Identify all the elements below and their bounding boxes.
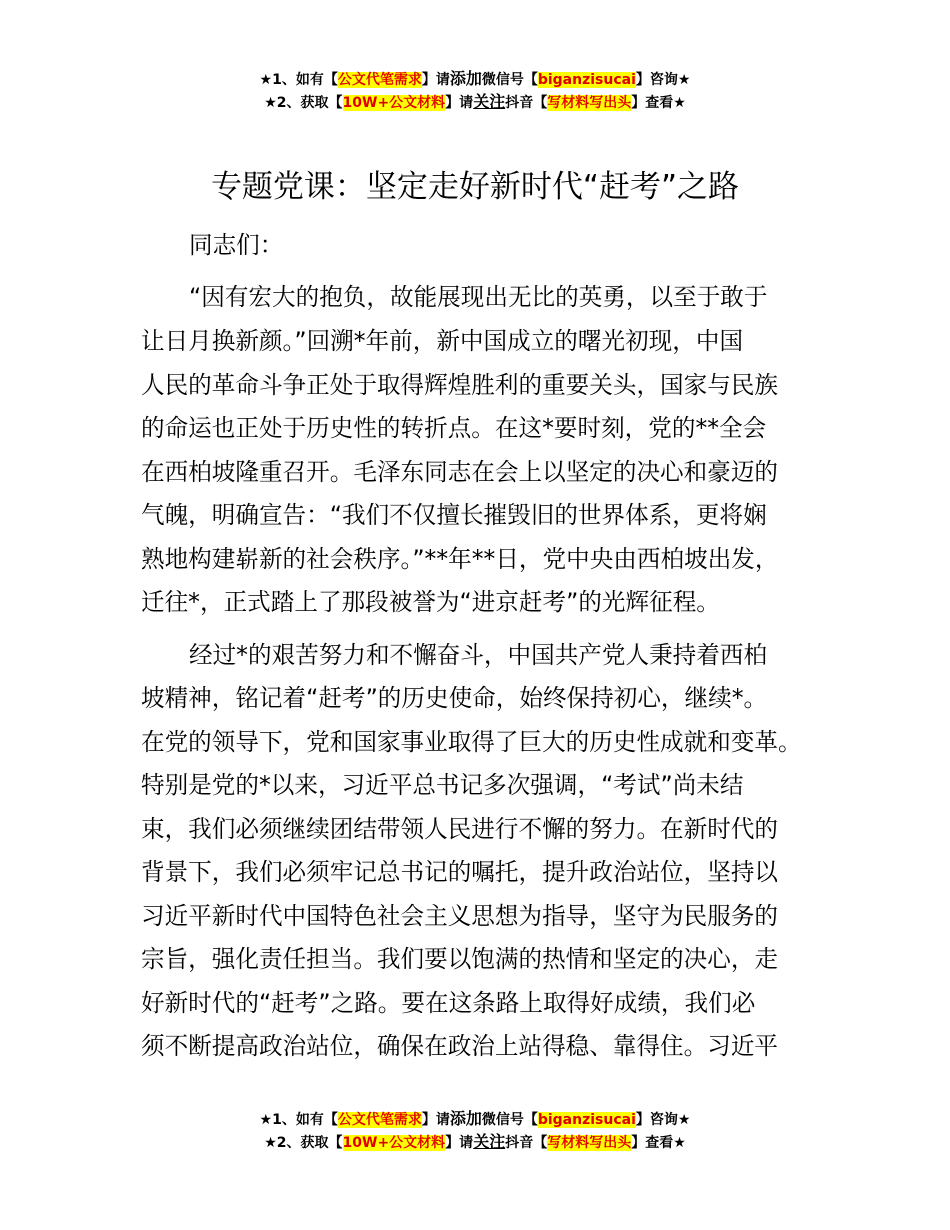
body-line: 须不断提高政治站位，确保在政治上站得稳、靠得住。习近平 (141, 1032, 779, 1060)
body-line: 在西柏坡隆重召开。毛泽东同志在会上以坚定的决心和豪迈的 (141, 458, 779, 486)
banner-text: 】请 (421, 1112, 450, 1128)
body-line: 坡精神，铭记着“赶考”的历史使命，始终保持初心，继续*。 (141, 684, 768, 712)
highlight-wechat-id: biganzisucai (537, 1112, 636, 1128)
banner-text: 】查看★ (631, 95, 686, 111)
banner-text: ★1、如有【 (259, 1112, 338, 1128)
banner-line-2 (0, 1130, 950, 1153)
banner-underlined-text: 关注 (473, 1132, 506, 1151)
body-line: 习近平新时代中国特色社会主义思想为指导，坚守为民服务的 (141, 902, 779, 930)
body-line: 束，我们必须继续团结带领人民进行不懈的努力。在新时代的 (141, 815, 779, 843)
highlight-douyin: 写材料写出头 (547, 95, 632, 111)
highlight-service: 公文代笔需求 (337, 72, 422, 88)
body-line: “因有宏大的抱负，故能展现出无比的英勇，以至于敢于 (189, 283, 768, 311)
body-line: 人民的革命斗争正处于取得辉煌胜利的重要关头，国家与民族 (141, 371, 779, 399)
body-line: 气魄，明确宣告：“我们不仅擅长摧毁旧的世界体系，更将娴 (141, 501, 767, 529)
body-line: 迁往*，正式踏上了那段被誉为“进京赶考”的光辉征程。 (141, 588, 720, 616)
highlight-service: 公文代笔需求 (337, 1112, 422, 1128)
footer-banner (0, 1107, 950, 1153)
banner-text: 微信号【 (481, 1112, 538, 1128)
body-line: 背景下，我们必须牢记总书记的嘱托，提升政治站位，坚持以 (141, 858, 779, 886)
document-title: 专题党课：坚定走好新时代“赶考”之路 (210, 169, 740, 205)
body-line: 经过*的艰苦努力和不懈奋斗，中国共产党人秉持着西柏 (189, 641, 768, 669)
highlight-materials: 10W+公文材料 (342, 1135, 446, 1151)
body-line: 特别是党的*以来，习近平总书记多次强调，“考试”尚未结 (141, 771, 744, 799)
banner-line-1 (0, 1107, 950, 1130)
banner-text: 添加 (449, 1109, 482, 1128)
body-line: 让日月换新颜。”回溯*年前，新中国成立的曙光初现，中国 (141, 327, 744, 355)
banner-text: 】请 (421, 72, 450, 88)
banner-line-1 (0, 67, 950, 90)
banner-text: 】咨询★ (635, 72, 691, 88)
body-line: 的命运也正处于历史性的转折点。在这*要时刻，党的**全会 (141, 414, 767, 442)
banner-text: 】请 (445, 95, 474, 111)
banner-text: 】请 (445, 1135, 474, 1151)
banner-text: ★1、如有【 (259, 72, 338, 88)
banner-text: 抖音【 (505, 1135, 548, 1151)
header-banner (0, 67, 950, 113)
banner-text: 】咨询★ (635, 1112, 691, 1128)
banner-text: 微信号【 (481, 72, 538, 88)
body-line: 宗旨，强化责任担当。我们要以饱满的热情和坚定的决心，走 (141, 945, 779, 973)
banner-text: 】查看★ (631, 1135, 686, 1151)
banner-text: ★2、获取【 (264, 95, 343, 111)
highlight-materials: 10W+公文材料 (342, 95, 446, 111)
highlight-wechat-id: biganzisucai (537, 72, 636, 88)
body-line: 熟地构建崭新的社会秩序。”**年**日，党中央由西柏坡出发， (141, 545, 779, 573)
highlight-douyin: 写材料写出头 (547, 1135, 632, 1151)
banner-text: 添加 (449, 69, 482, 88)
body-line: 好新时代的“赶考”之路。要在这条路上取得好成绩，我们必 (141, 989, 756, 1017)
banner-underlined-text: 关注 (473, 92, 506, 111)
body-line: 同志们： (189, 231, 284, 259)
body-line: 在党的领导下，党和国家事业取得了巨大的历史性成就和变革。 (141, 728, 802, 756)
banner-text: ★2、获取【 (264, 1135, 343, 1151)
banner-text: 抖音【 (505, 95, 548, 111)
banner-line-2 (0, 90, 950, 113)
